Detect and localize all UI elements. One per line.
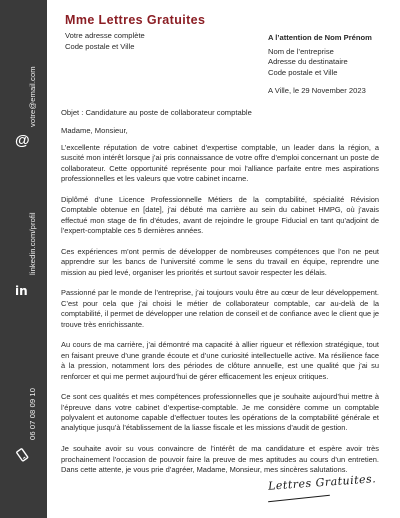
body-paragraph: Au cours de ma carrière, j’ai démontré ma capacité à allier rigueur et réflexion stratégique, tout en faisant preuve d’une grande écoute et d’une curiosité intellectuelle active. Ma résilience face à la pression, notamment lors des périodes de clôture annuelle, est une qualité que j’ai su renforcer et qui me permet aujourd’hui de gérer efficacement les enjeux critiques. xyxy=(61,340,379,381)
recipient-address: Adresse du destinataire xyxy=(268,57,348,67)
recipient-company: Nom de l’entreprise xyxy=(268,46,334,56)
recipient-block xyxy=(268,33,372,78)
sender-address: Votre adresse complète xyxy=(65,31,145,40)
phone-icon-graphic xyxy=(15,448,29,462)
phone-icon xyxy=(15,448,29,462)
letter-body xyxy=(61,143,379,486)
sidebar-phone-text[interactable]: 06 07 08 09 10 xyxy=(28,387,37,440)
letter-greeting: Madame, Monsieur, xyxy=(61,126,128,135)
contact-sidebar xyxy=(0,0,47,518)
sidebar-email-link[interactable]: votre@email.com xyxy=(28,66,37,127)
recipient-attention: A l’attention de Nom Prénom xyxy=(268,33,372,42)
body-paragraph: Passionné par le monde de l’entreprise, j’ai toujours voulu être au cœur de leur développement. C’est pour cela que j’ai choisi le métier de collaborateur comptable, car au-delà de la comptabilité, il permet de développer une relation de conseil et de confiance avec le client que je trouve très enrichissante. xyxy=(61,288,379,329)
letter-subject: Objet : Candidature au poste de collaborateur comptable xyxy=(61,108,252,117)
recipient-postal: Code postale et Ville xyxy=(268,67,338,77)
sender-name: Mme Lettres Gratuites xyxy=(65,13,206,27)
handwritten-signature: Lettres Gratuites. xyxy=(267,472,377,493)
at-sign-icon: @ xyxy=(15,132,30,149)
sender-postal: Code postale et Ville xyxy=(65,41,135,51)
body-paragraph: Diplômé d’une Licence Professionnelle Métiers de la comptabilité, spécialité Révision Comptable obtenue en [date], j’ai débuté ma carrière au sein du cabinet HMPG, où j’avais effectué mon stage de fin d’études, avant de rejoindre le groupe Fiducial en tant qu’adjoint de l’expert-comptable ces 5 dernières années. xyxy=(61,194,379,236)
linkedin-icon: in xyxy=(15,284,28,298)
signature-underline xyxy=(268,495,330,502)
body-paragraph: Ce sont ces qualités et mes compétences professionnelles que je souhaite aujourd’hui mettre à l’épreuve dans votre cabinet d’expertise-comptable. Je me considère comme un comptable polyvalent et autonome capable d’effectuer toutes les opérations de la comptabilité générale et analytique jusqu’à l’établissement de la liasse fiscale et les missions d’audit de gestion. xyxy=(61,392,379,433)
sidebar-linkedin-link[interactable]: linkedin.com/profil xyxy=(28,212,37,275)
sender-address-block xyxy=(65,31,145,52)
body-paragraph: Ces expériences m’ont permis de développer de nombreuses compétences que l’on ne peut apprendre sur les bancs de l’université comme le sens du travail en équipe, reprendre une mission au pied levé, organiser les priorités et surtout savoir respecter les délais. xyxy=(61,246,379,277)
letter-date: A Ville, le 29 November 2023 xyxy=(268,86,366,95)
body-paragraph: Je souhaite avoir su vous convaincre de l’intérêt de ma candidature et espère avoir très prochainement l’occasion de pouvoir faire la preuve de mes aptitudes au cours d’un entretien. Dans cette attente, je vous prie d’agréer, Madame, Monsieur, mes sincères salutations. xyxy=(61,444,379,474)
body-paragraph: L’excellente réputation de votre cabinet d’expertise comptable, un leader dans la région, a suscité mon intérêt lorsque j’ai pris connaissance de votre offre d’emploi concernant un poste de collaborateur. Cette opportunité représente pour moi l’alliance parfaite entre mes aspirations professionnelles et les valeurs que votre cabinet incarne. xyxy=(61,143,379,184)
